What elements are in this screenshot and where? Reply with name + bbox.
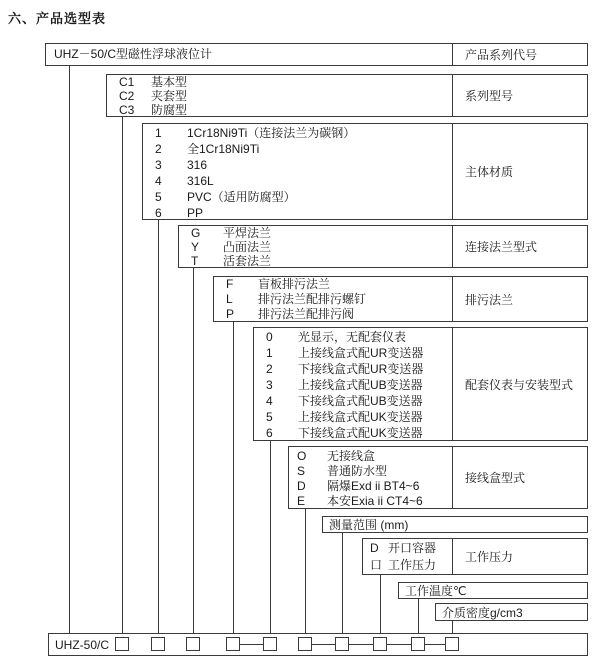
option-text: 活套法兰 bbox=[223, 254, 272, 267]
option-item bbox=[143, 205, 452, 219]
drain-options bbox=[214, 277, 452, 321]
option-text: 排污法兰配排污螺钉 bbox=[258, 292, 367, 306]
option-text: PVC（适用防腐型） bbox=[187, 190, 296, 204]
option-item bbox=[143, 125, 452, 141]
option-code: 2 bbox=[155, 142, 162, 156]
option-code: D bbox=[370, 541, 379, 555]
option-item bbox=[179, 254, 452, 267]
series-options bbox=[107, 75, 452, 116]
option-item bbox=[254, 409, 452, 425]
connector-line-vertical bbox=[380, 575, 381, 633]
option-text: 工作压力 bbox=[388, 558, 437, 572]
option-text: 上接线盒式配UK变送器 bbox=[298, 410, 423, 424]
drain-box bbox=[213, 276, 588, 322]
option-item bbox=[214, 277, 452, 292]
model-code-slot-6 bbox=[298, 637, 312, 651]
flange-label: 连接法兰型式 bbox=[452, 226, 587, 267]
connector-line-vertical bbox=[233, 322, 234, 633]
flange-options bbox=[179, 226, 452, 267]
option-item bbox=[179, 240, 452, 254]
connector-line-vertical bbox=[270, 441, 271, 633]
option-code: L bbox=[226, 292, 233, 306]
pressure-box bbox=[362, 538, 588, 575]
density-text: 介质密度g/cm3 bbox=[442, 605, 523, 620]
connector-line-horizontal bbox=[425, 644, 445, 645]
connector-line-vertical bbox=[342, 533, 343, 633]
temperature-box bbox=[398, 582, 588, 599]
option-item bbox=[214, 292, 452, 307]
option-text: 普通防水型 bbox=[327, 464, 388, 478]
option-item bbox=[254, 345, 452, 361]
option-text: 上接线盒式配UR变送器 bbox=[298, 346, 424, 360]
option-code: Y bbox=[191, 240, 200, 254]
option-item bbox=[143, 173, 452, 189]
option-item bbox=[289, 479, 452, 494]
option-code: 口 bbox=[370, 558, 383, 572]
junction-options bbox=[289, 447, 452, 508]
option-code: S bbox=[297, 464, 306, 478]
option-item bbox=[107, 89, 452, 103]
range-text: 测量范围 (mm) bbox=[329, 518, 409, 532]
option-code: D bbox=[297, 479, 306, 493]
option-text: 隔爆Exd ii BT4~6 bbox=[327, 479, 420, 493]
page-title: 六、产品选型表 bbox=[8, 11, 107, 26]
option-item bbox=[363, 557, 452, 574]
option-text: 基本型 bbox=[151, 75, 188, 89]
material-label: 主体材质 bbox=[452, 124, 587, 219]
option-text: 1Cr18Ni9Ti（连接法兰为碳钢） bbox=[187, 126, 356, 140]
option-text: 光显示，无配套仪表 bbox=[298, 330, 407, 344]
connector-line-vertical bbox=[158, 220, 159, 633]
model-code-slot-7 bbox=[335, 637, 349, 651]
option-text: 夹套型 bbox=[151, 89, 188, 103]
option-item bbox=[254, 425, 452, 440]
option-code: E bbox=[297, 494, 306, 508]
option-code: 1 bbox=[155, 126, 162, 140]
flange-box bbox=[178, 225, 588, 268]
option-code: F bbox=[226, 277, 234, 291]
series-box bbox=[106, 74, 588, 117]
option-code: T bbox=[191, 254, 199, 267]
instrument-label: 配套仪表与安装型式 bbox=[452, 328, 587, 440]
option-text: PP bbox=[187, 206, 204, 219]
option-text: 本安Exia ii CT4~6 bbox=[327, 494, 423, 508]
option-text: 全1Cr18Ni9Ti bbox=[187, 142, 260, 156]
option-code: 6 bbox=[155, 206, 162, 219]
connector-line-vertical bbox=[193, 268, 194, 633]
option-item bbox=[107, 103, 452, 116]
density-box bbox=[435, 603, 588, 621]
option-code: C2 bbox=[119, 89, 135, 103]
model-prefix: UHZ-50/C bbox=[55, 638, 110, 652]
connector-line-horizontal bbox=[349, 644, 373, 645]
option-code: O bbox=[297, 449, 307, 463]
option-text: 下接线盒式配UK变送器 bbox=[298, 426, 423, 440]
option-item bbox=[254, 393, 452, 409]
instrument-options bbox=[254, 328, 452, 440]
option-text: 防腐型 bbox=[151, 103, 188, 116]
model-code-slot-3 bbox=[186, 637, 200, 651]
model-code-slot-9 bbox=[411, 637, 425, 651]
connector-line-horizontal bbox=[240, 644, 263, 645]
option-item bbox=[289, 464, 452, 479]
option-code: 0 bbox=[266, 330, 273, 344]
model-code-slot-2 bbox=[151, 637, 165, 651]
option-code: 5 bbox=[155, 190, 162, 204]
option-code: 1 bbox=[266, 346, 273, 360]
option-code: G bbox=[191, 226, 201, 240]
option-code: 3 bbox=[266, 378, 273, 392]
connector-line-vertical bbox=[122, 117, 123, 633]
material-box bbox=[142, 123, 588, 220]
option-code: 6 bbox=[266, 426, 273, 440]
option-text: 平焊法兰 bbox=[223, 226, 272, 240]
model-code-slot-10 bbox=[445, 637, 459, 651]
pressure-options bbox=[363, 539, 452, 574]
option-item bbox=[254, 361, 452, 377]
connector-line-vertical bbox=[452, 621, 453, 633]
option-text: 316L bbox=[187, 174, 214, 188]
option-text: 316 bbox=[187, 158, 208, 172]
header-box bbox=[45, 43, 588, 66]
option-item bbox=[363, 540, 452, 557]
option-text: 凸面法兰 bbox=[223, 240, 272, 254]
option-item bbox=[254, 329, 452, 345]
option-item bbox=[289, 494, 452, 508]
option-item bbox=[254, 377, 452, 393]
option-item bbox=[289, 449, 452, 464]
option-text: 盲板排污法兰 bbox=[258, 277, 331, 291]
range-box bbox=[322, 516, 588, 533]
option-text: 无接线盒 bbox=[327, 449, 376, 463]
option-text: 开口容器 bbox=[388, 541, 437, 555]
option-text: 下接线盒式配UR变送器 bbox=[298, 362, 424, 376]
series-label: 系列型号 bbox=[452, 75, 587, 116]
option-item bbox=[107, 75, 452, 89]
option-item bbox=[143, 157, 452, 173]
material-options bbox=[143, 124, 452, 219]
option-code: 4 bbox=[155, 174, 162, 188]
option-item bbox=[214, 307, 452, 321]
pressure-label: 工作压力 bbox=[452, 539, 587, 574]
option-code: C3 bbox=[119, 103, 135, 116]
drain-label: 排污法兰 bbox=[452, 277, 587, 321]
option-code: P bbox=[226, 307, 235, 321]
connector-line-horizontal bbox=[312, 644, 335, 645]
connector-line-vertical bbox=[418, 599, 419, 633]
model-code-slot-8 bbox=[373, 637, 387, 651]
model-code-slot-4 bbox=[226, 637, 240, 651]
instrument-box bbox=[253, 327, 588, 441]
connector-line-horizontal bbox=[387, 644, 411, 645]
connector-line-vertical bbox=[69, 66, 70, 633]
option-code: 5 bbox=[266, 410, 273, 424]
option-text: 下接线盒式配UB变送器 bbox=[298, 394, 423, 408]
option-code: 2 bbox=[266, 362, 273, 376]
option-item bbox=[143, 141, 452, 157]
temperature-text: 工作温度℃ bbox=[405, 584, 467, 598]
header-text: UHZ－50/C型磁性浮球液位计 bbox=[54, 47, 213, 61]
junction-label: 接线盒型式 bbox=[452, 447, 587, 508]
option-code: 4 bbox=[266, 394, 273, 408]
option-item bbox=[179, 226, 452, 240]
model-code-slot-1 bbox=[115, 637, 129, 651]
option-code: C1 bbox=[119, 75, 135, 89]
option-text: 上接线盒式配UB变送器 bbox=[298, 378, 423, 392]
option-item bbox=[143, 189, 452, 205]
option-code: 3 bbox=[155, 158, 162, 172]
connector-line-vertical bbox=[305, 509, 306, 633]
junction-box bbox=[288, 446, 588, 509]
header-label: 产品系列代号 bbox=[452, 44, 587, 65]
option-text: 排污法兰配排污阀 bbox=[258, 307, 355, 321]
model-code-slot-5 bbox=[263, 637, 277, 651]
